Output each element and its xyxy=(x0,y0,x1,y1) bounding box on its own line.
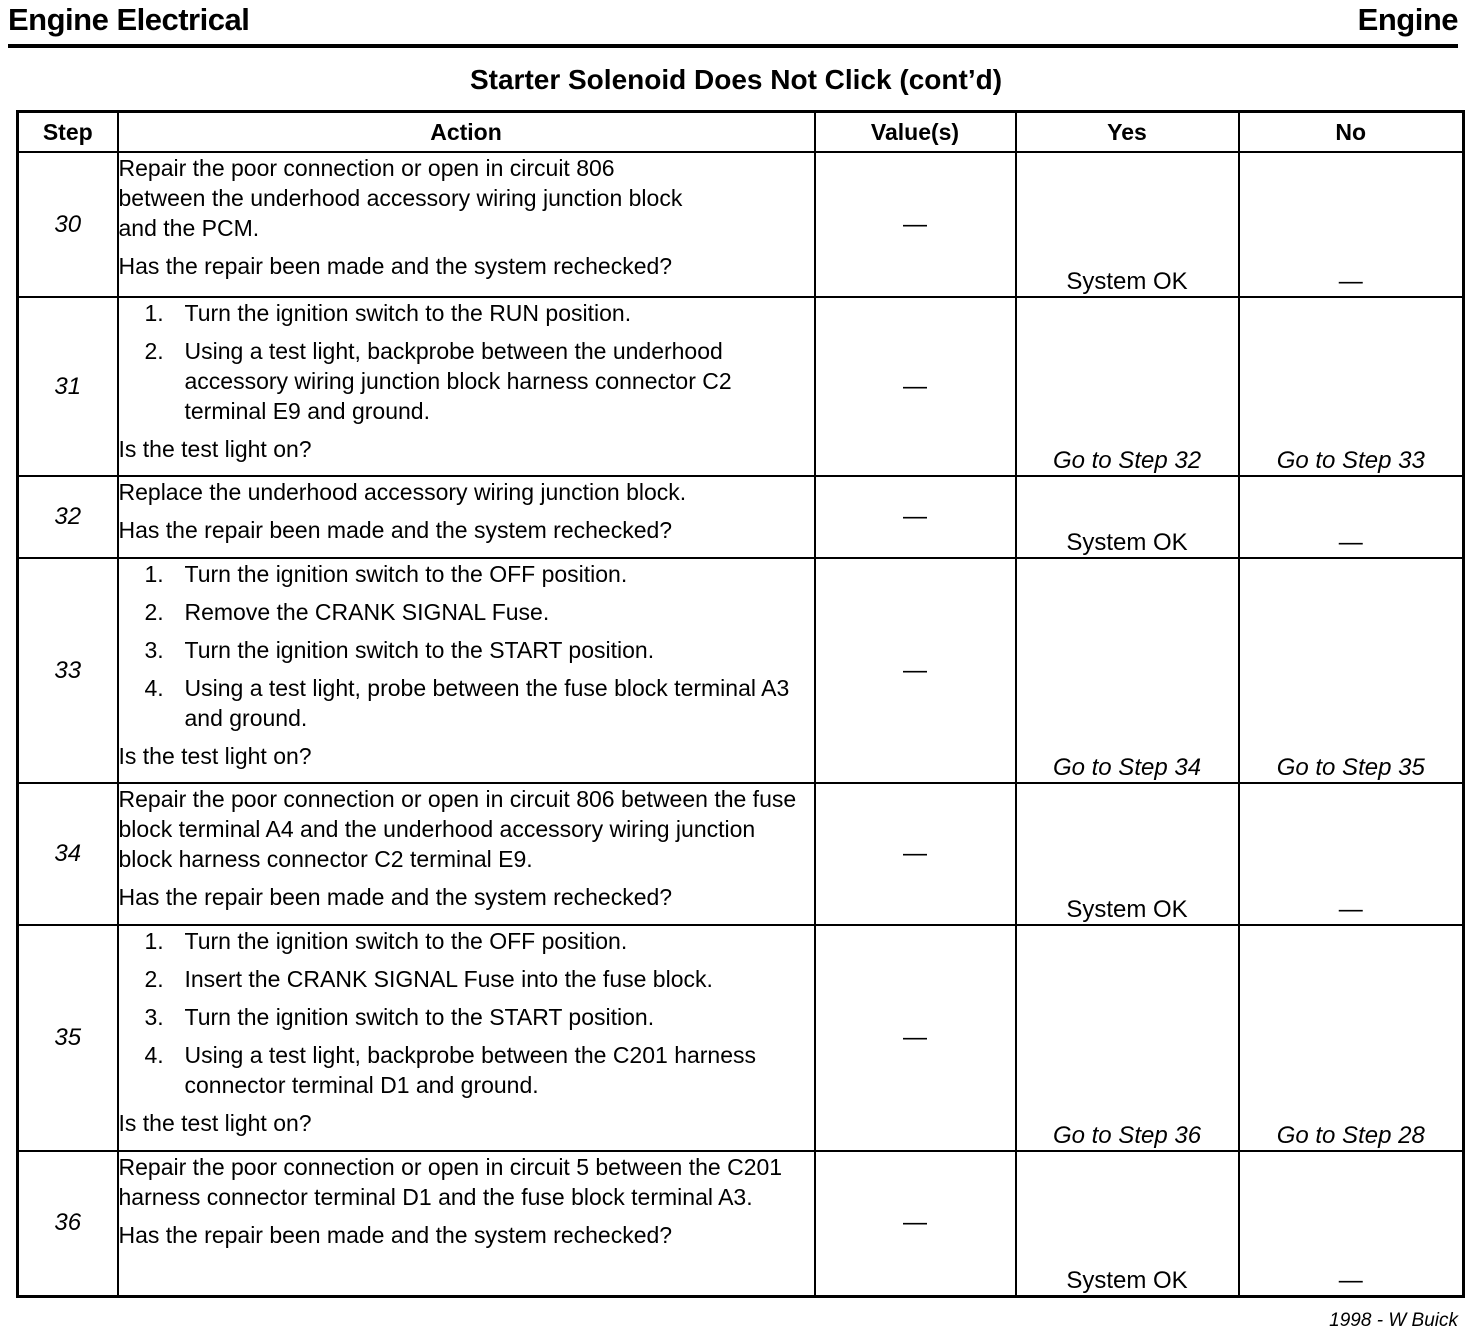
step-number: 35 xyxy=(18,925,118,1151)
yes-result: Go to Step 32 xyxy=(1016,297,1239,476)
action-question: Has the repair been made and the system rechecked? xyxy=(118,253,673,279)
column-header-step: Step xyxy=(18,112,118,153)
no-result: Go to Step 28 xyxy=(1239,925,1464,1151)
action-cell xyxy=(118,152,815,297)
page-title: Starter Solenoid Does Not Click (cont’d) xyxy=(469,64,1003,95)
no-result: — xyxy=(1239,783,1464,925)
diagnostic-table xyxy=(16,110,1465,1298)
step-number: 32 xyxy=(18,476,118,558)
action-steps xyxy=(119,559,814,733)
step-number: 33 xyxy=(18,558,118,783)
section-title: Engine Electrical xyxy=(8,2,250,37)
page-footer: 1998 - W Buick xyxy=(1329,1310,1458,1331)
action-text: Repair the poor connection or open in circuit 806 between the fuse block terminal A4 and the underhood accessory wiring junction block harness connector C2 terminal E9. xyxy=(118,786,797,872)
action-cell xyxy=(118,476,815,558)
list-item: 1. Turn the ignition switch to the OFF position. xyxy=(144,928,628,954)
action-cell xyxy=(118,558,815,783)
list-item: 4. Using a test light, probe between the fuse block terminal A3 and ground. xyxy=(144,675,790,731)
step-number: 31 xyxy=(18,297,118,476)
no-result: Go to Step 35 xyxy=(1239,558,1464,783)
step-number: 36 xyxy=(18,1151,118,1296)
table-row xyxy=(18,925,1464,1151)
yes-result: System OK xyxy=(1016,152,1239,297)
table-row xyxy=(18,783,1464,925)
list-item: 2. Insert the CRANK SIGNAL Fuse into the fuse block. xyxy=(144,966,713,992)
no-result: — xyxy=(1239,1151,1464,1296)
table-header-row xyxy=(18,112,1464,153)
action-cell xyxy=(118,297,815,476)
action-steps xyxy=(119,298,814,426)
value-cell: — xyxy=(815,476,1016,558)
action-cell xyxy=(118,783,815,925)
column-header-action: Action xyxy=(118,112,815,153)
action-question: Has the repair been made and the system rechecked? xyxy=(118,884,673,910)
list-item: 2. Remove the CRANK SIGNAL Fuse. xyxy=(144,599,550,625)
action-question: Has the repair been made and the system rechecked? xyxy=(118,517,673,543)
value-cell: — xyxy=(815,558,1016,783)
list-item: 3. Turn the ignition switch to the START position. xyxy=(144,637,655,663)
area-title: Engine xyxy=(1357,2,1458,37)
action-cell xyxy=(118,1151,815,1296)
action-question: Is the test light on? xyxy=(118,1110,312,1136)
column-header-no: No xyxy=(1239,112,1464,153)
value-cell: — xyxy=(815,925,1016,1151)
yes-result: System OK xyxy=(1016,783,1239,925)
action-text: Repair the poor connection or open in circuit 5 between the C201 harness connector terminal D1 and the fuse block terminal A3. xyxy=(118,1154,783,1210)
column-header-value: Value(s) xyxy=(815,112,1016,153)
yes-result: System OK xyxy=(1016,1151,1239,1296)
yes-result: Go to Step 34 xyxy=(1016,558,1239,783)
table-row xyxy=(18,1151,1464,1296)
value-cell: — xyxy=(815,152,1016,297)
column-header-yes: Yes xyxy=(1016,112,1239,153)
action-cell xyxy=(118,925,815,1151)
step-number: 30 xyxy=(18,152,118,297)
action-steps xyxy=(119,926,814,1100)
yes-result: Go to Step 36 xyxy=(1016,925,1239,1151)
action-question: Has the repair been made and the system rechecked? xyxy=(118,1222,673,1248)
yes-result: System OK xyxy=(1016,476,1239,558)
table-row xyxy=(18,558,1464,783)
action-question: Is the test light on? xyxy=(118,436,312,462)
table-row xyxy=(18,297,1464,476)
value-cell: — xyxy=(815,1151,1016,1296)
page-header xyxy=(8,0,1458,48)
action-text: Repair the poor connection or open in circuit 806 between the underhood accessory wiring junction block and the PCM. xyxy=(118,155,683,241)
value-cell: — xyxy=(815,783,1016,925)
table-row xyxy=(18,152,1464,297)
list-item: 1. Turn the ignition switch to the OFF position. xyxy=(144,561,628,587)
action-question: Is the test light on? xyxy=(118,743,312,769)
no-result: — xyxy=(1239,152,1464,297)
list-item: 1. Turn the ignition switch to the RUN position. xyxy=(144,300,632,326)
table-row xyxy=(18,476,1464,558)
no-result: Go to Step 33 xyxy=(1239,297,1464,476)
list-item: 4. Using a test light, backprobe between the C201 harness connector terminal D1 and ground. xyxy=(144,1042,757,1098)
value-cell: — xyxy=(815,297,1016,476)
list-item: 3. Turn the ignition switch to the START position. xyxy=(144,1004,655,1030)
action-text: Replace the underhood accessory wiring junction block. xyxy=(118,479,687,505)
no-result: — xyxy=(1239,476,1464,558)
list-item: 2. Using a test light, backprobe between the underhood accessory wiring junction block harness connector C2 terminal E9 and ground. xyxy=(144,338,732,424)
step-number: 34 xyxy=(18,783,118,925)
